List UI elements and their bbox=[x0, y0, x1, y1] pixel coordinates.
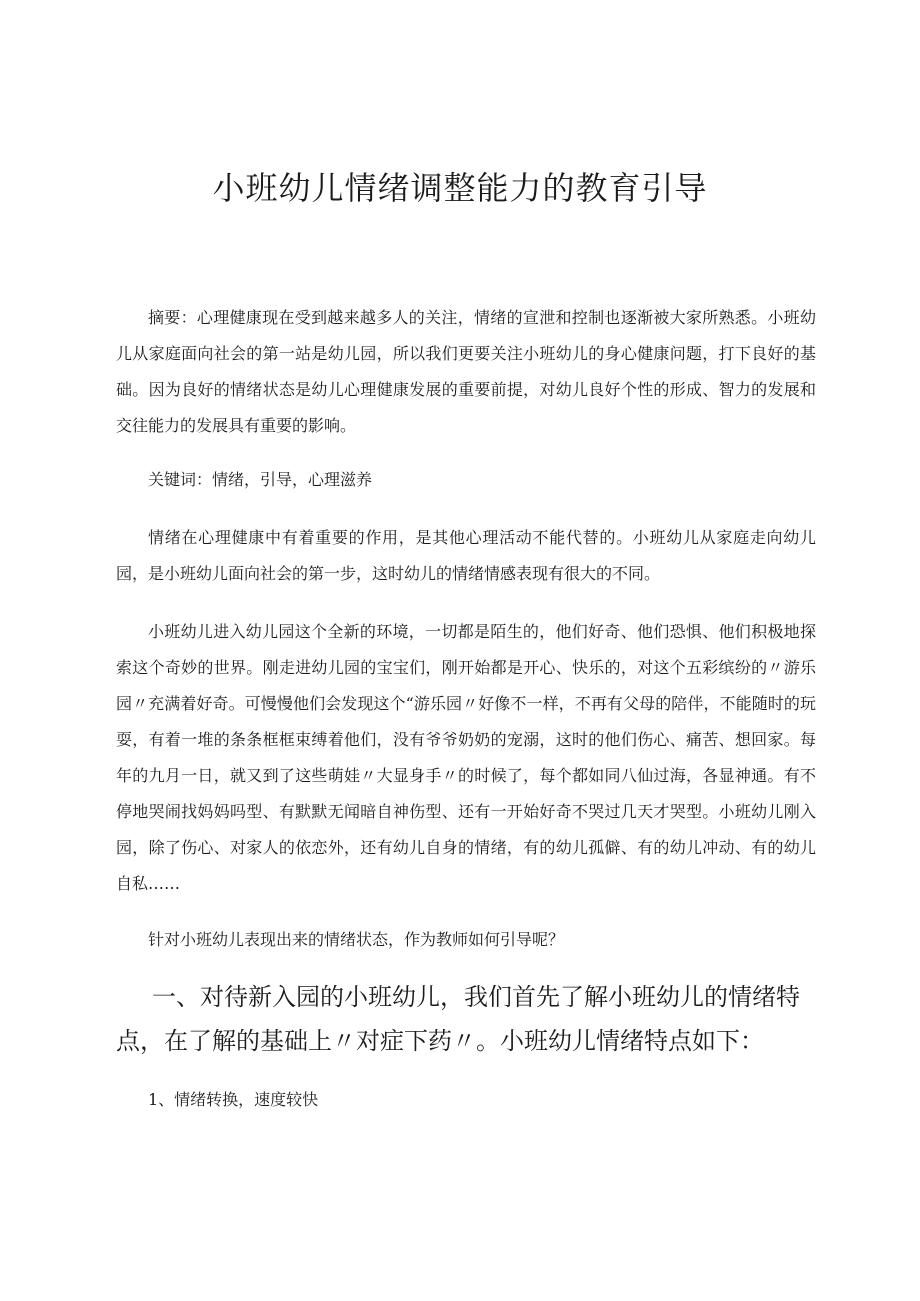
intro-paragraph: 情绪在心理健康中有着重要的作用，是其他心理活动不能代替的。小班幼儿从家庭走向幼儿园，是小班幼儿面向社会的第一步，这时幼儿的情绪情感表现有很大的不同。 bbox=[116, 528, 816, 583]
keywords-paragraph: 关键词：情绪，引导，心理滋养 bbox=[148, 470, 373, 489]
document-title: 小班幼儿情绪调整能力的教育引导 bbox=[212, 169, 708, 207]
main-paragraph: 小班幼儿进入幼儿园这个全新的环境，一切都是陌生的，他们好奇、他们恐惧、他们积极地探索这个奇妙的世界。刚走进幼儿园的宝宝们，刚开始都是开心、快乐的，对这个五彩缤纷的〃游乐园〃充满着好奇。可慢慢他们会发现这个“游乐园〃好像不一样，不再有父母的陪伴，不能随时的玩耍，有着一堆的条条框框束缚着他们，没有爷爷奶奶的宠溺，这时的他们伤心、痛苦、想回家。每年的九月一日，就又到了这些萌娃〃大显身手〃的时候了，每个都如同八仙过海，各显神通。有不停地哭闹找妈妈吗型、有默默无闻暗自神伤型、还有一开始好奇不哭过几天才哭型。小班幼儿刚入园，除了伤心、对家人的依恋外，还有幼儿自身的情绪，有的幼儿孤僻、有的幼儿冲动、有的幼儿自私…… bbox=[116, 622, 816, 893]
section-heading: 一、对待新入园的小班幼儿，我们首先了解小班幼儿的情绪特点，在了解的基础上〃对症下药〃。小班幼儿情绪特点如下： bbox=[116, 983, 800, 1055]
subsection-heading: 1、情绪转换，速度较快 bbox=[148, 1090, 319, 1109]
question-paragraph: 针对小班幼儿表现出来的情绪状态，作为教师如何引导呢？ bbox=[148, 930, 565, 949]
abstract-paragraph: 摘要：心理健康现在受到越来越多人的关注，情绪的宣泄和控制也逐渐被大家所熟悉。小班幼儿从家庭面向社会的第一站是幼儿园，所以我们更要关注小班幼儿的身心健康问题，打下良好的基础。因为良好的情绪状态是幼儿心理健康发展的重要前提，对幼儿良好个性的形成、智力的发展和交往能力的发展具有重要的影响。 bbox=[116, 308, 816, 435]
